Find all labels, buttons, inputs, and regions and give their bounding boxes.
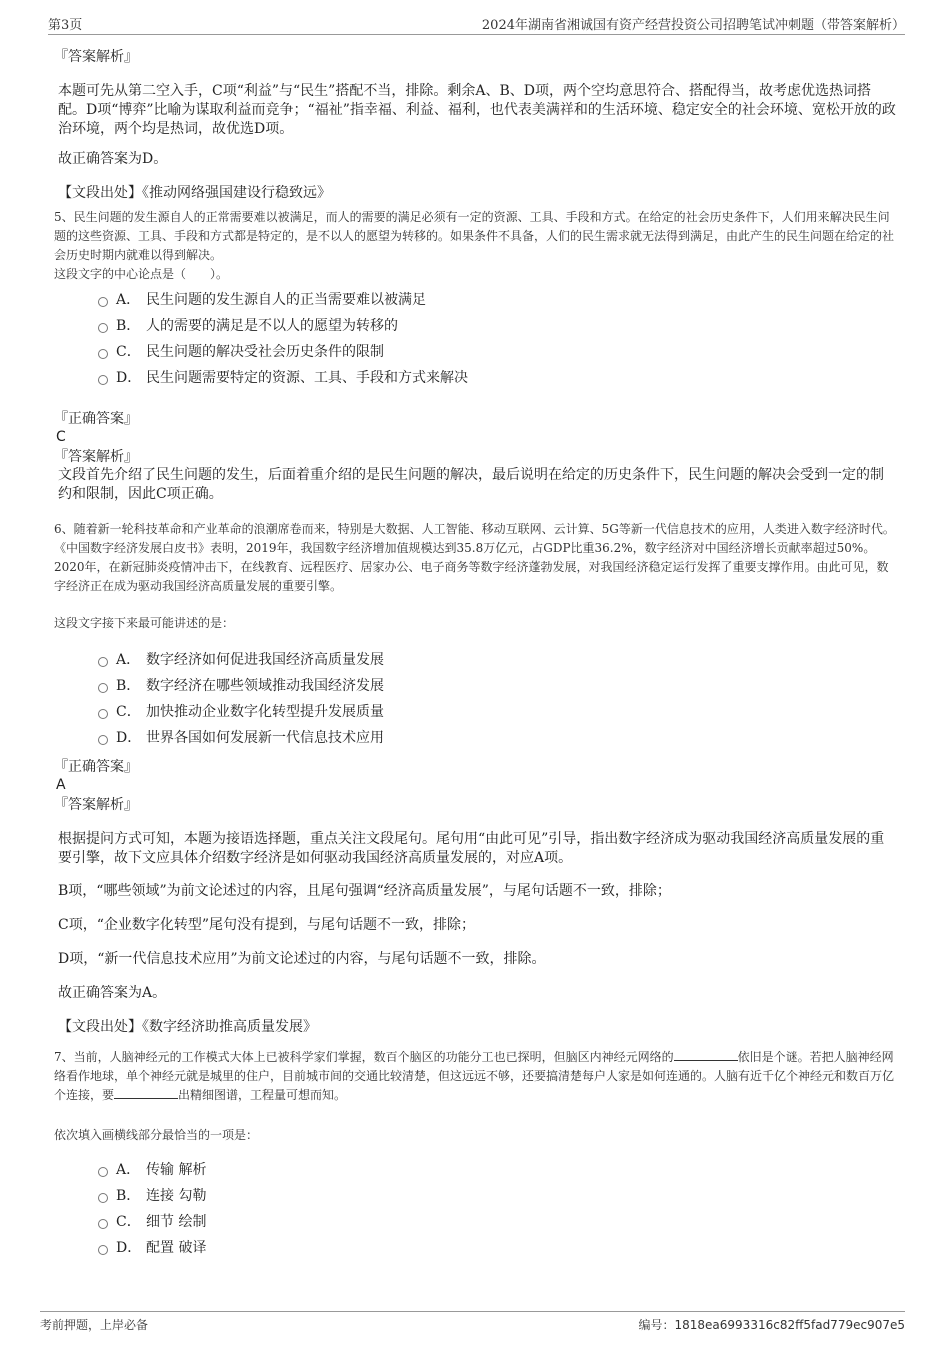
- analysis-paragraph: D项，“新一代信息技术应用”为前文论述过的内容，与尾句话题不一致，排除。: [58, 951, 546, 967]
- correct-answer: A: [56, 777, 66, 793]
- option-b[interactable]: [98, 316, 398, 336]
- analysis-paragraph: B项，“哪些领域”为前文论述过的内容，且尾句强调“经济高质量发展”，与尾句话题不一致，排除；: [58, 883, 671, 899]
- question-5-prompt: 这段文字的中心论点是（ ）。: [54, 267, 229, 281]
- radio-icon[interactable]: [98, 1167, 108, 1177]
- option-b[interactable]: [98, 1186, 206, 1206]
- analysis-label: 『答案解析』: [54, 49, 138, 65]
- page-header: [48, 12, 905, 35]
- option-text: 数字经济在哪些领域推动我国经济发展: [146, 678, 384, 694]
- option-c[interactable]: [98, 342, 384, 362]
- option-text: 人的需要的满足是不以人的愿望为转移的: [146, 318, 398, 334]
- page-number: 第3页: [48, 18, 83, 33]
- correct-answer-label: 『正确答案』: [54, 411, 138, 427]
- option-letter: B．: [116, 318, 141, 334]
- radio-icon[interactable]: [98, 297, 108, 307]
- option-text: 加快推动企业数字化转型提升发展质量: [146, 704, 384, 720]
- option-text: 细节 绘制: [146, 1214, 207, 1230]
- radio-icon[interactable]: [98, 375, 108, 385]
- option-letter: D．: [116, 370, 142, 386]
- option-a[interactable]: [98, 1160, 206, 1180]
- source-citation: 【文段出处】《数字经济助推高质量发展》: [58, 1019, 317, 1035]
- option-text: 连接 勾勒: [146, 1188, 207, 1204]
- option-letter: D．: [116, 1240, 142, 1256]
- question-6-prompt: 这段文字接下来最可能讲述的是：: [54, 616, 235, 630]
- option-d[interactable]: [98, 728, 384, 748]
- analysis-conclusion: 故正确答案为A。: [58, 985, 167, 1001]
- option-letter: A．: [116, 292, 141, 308]
- option-a[interactable]: [98, 650, 384, 670]
- stem-part: 出精细图谱，工程量可想而知。: [178, 1088, 347, 1102]
- option-text: 民生问题的解决受社会历史条件的限制: [146, 344, 384, 360]
- question-5-stem: 5、民生问题的发生源自人的正常需要难以被满足，而人的需要的满足必须有一定的资源、工具、手段和方式。在给定的社会历史条件下，人们用来解决民生问题的这些资源、工具、手段和方式都是特定的，是不以人的愿望为转移的。如果条件不具备，人们的民生需求就无法得到满足，由此产生的民生问题在给定的社会历史时期内就难以得到解决。: [54, 210, 895, 262]
- document-title: 2024年湖南省湘诚国有资产经营投资公司招聘笔试冲刺题（带答案解析）: [481, 18, 905, 33]
- page-footer: [40, 1311, 905, 1334]
- radio-icon[interactable]: [98, 683, 108, 693]
- option-letter: A．: [116, 652, 141, 668]
- option-letter: C．: [116, 1214, 141, 1230]
- option-text: 民生问题的发生源自人的正当需要难以被满足: [146, 292, 426, 308]
- stem-part: 7、当前，人脑神经元的工作模式大体上已被科学家们掌握，数百个脑区的功能分工也已探明，但脑区内神经元网络的: [54, 1050, 674, 1064]
- correct-answer: C: [56, 429, 66, 445]
- radio-icon[interactable]: [98, 1245, 108, 1255]
- analysis-label: 『答案解析』: [54, 449, 138, 465]
- analysis-label: 『答案解析』: [54, 797, 138, 813]
- radio-icon[interactable]: [98, 735, 108, 745]
- option-text: 配置 破译: [146, 1240, 207, 1256]
- option-text: 数字经济如何促进我国经济高质量发展: [146, 652, 384, 668]
- question-7-stem: [54, 1048, 900, 1105]
- radio-icon[interactable]: [98, 349, 108, 359]
- option-text: 传输 解析: [146, 1162, 207, 1178]
- radio-icon[interactable]: [98, 709, 108, 719]
- source-citation: 【文段出处】《推动网络强国建设行稳致远》: [58, 185, 331, 201]
- document-id: 编号：1818ea6993316c82ff5fad779ec907e5: [638, 1318, 905, 1332]
- analysis-paragraph: C项，“企业数字化转型”尾句没有提到，与尾句话题不一致，排除；: [58, 917, 476, 933]
- correct-answer-label: 『正确答案』: [54, 759, 138, 775]
- radio-icon[interactable]: [98, 1219, 108, 1229]
- option-letter: B．: [116, 1188, 141, 1204]
- option-d[interactable]: [98, 368, 468, 388]
- option-b[interactable]: [98, 676, 384, 696]
- option-text: 世界各国如何发展新一代信息技术应用: [146, 730, 384, 746]
- option-c[interactable]: [98, 1212, 206, 1232]
- option-letter: C．: [116, 344, 141, 360]
- analysis-paragraph: 本题可先从第二空入手，C项“利益”与“民生”搭配不当，排除。剩余A、B、D项，两个空均意思符合、搭配得当，故考虑优选热词搭配。D项“博弈”比喻为谋取利益而竞争；“福祉”指幸福、利益、福利，也代表美满祥和的生活环境、稳定安全的社会环境、宽松开放的政治环境，两个均是热词，故优选D项。: [58, 83, 896, 137]
- option-c[interactable]: [98, 702, 384, 722]
- option-letter: B．: [116, 678, 141, 694]
- analysis-conclusion: 故正确答案为D。: [58, 151, 168, 167]
- option-a[interactable]: [98, 290, 426, 310]
- radio-icon[interactable]: [98, 657, 108, 667]
- option-text: 民生问题需要特定的资源、工具、手段和方式来解决: [146, 370, 468, 386]
- option-letter: A．: [116, 1162, 141, 1178]
- fill-blank: [674, 1048, 738, 1061]
- stem-part: 依旧是个谜。若把人脑神经网络看作地球，单个神经元就是城里的住户，目前城市间的交通比较清楚，但这远远不够，还要搞清楚每户人家是如何连通的。人脑有近千亿个神经元和数百万亿个连接，要: [54, 1050, 895, 1102]
- option-letter: C．: [116, 704, 141, 720]
- radio-icon[interactable]: [98, 1193, 108, 1203]
- option-letter: D．: [116, 730, 142, 746]
- question-6-stem: 6、随着新一轮科技革命和产业革命的浪潮席卷而来，特别是大数据、人工智能、移动互联网、云计算、5G等新一代信息技术的应用，人类进入数字经济时代。《中国数字经济发展白皮书》表明，2019年，我国数字经济增加值规模达到35.8万亿元，占GDP比重36.2%，数字经济对中国经济增长贡献率超过50%。2020年，在新冠肺炎疫情冲击下，在线教育、远程医疗、居家办公、电子商务等数字经济蓬勃发展，对我国经济稳定运行发挥了重要支撑作用。由此可见，数字经济正在成为驱动我国经济高质量发展的重要引擎。: [54, 522, 895, 593]
- fill-blank: [114, 1086, 178, 1099]
- analysis-paragraph: 文段首先介绍了民生问题的发生，后面着重介绍的是民生问题的解决，最后说明在给定的历史条件下，民生问题的解决会受到一定的制约和限制，因此C项正确。: [58, 467, 884, 502]
- question-7-prompt: 依次填入画横线部分最恰当的一项是：: [54, 1128, 259, 1142]
- radio-icon[interactable]: [98, 323, 108, 333]
- analysis-paragraph: 根据提问方式可知，本题为接语选择题，重点关注文段尾句。尾句用“由此可见”引导，指出数字经济成为驱动我国经济高质量发展的重要引擎，故下文应具体介绍数字经济是如何驱动我国经济高质量发展的，对应A项。: [58, 831, 885, 866]
- option-d[interactable]: [98, 1238, 206, 1258]
- footer-slogan: 考前押题，上岸必备: [40, 1318, 149, 1332]
